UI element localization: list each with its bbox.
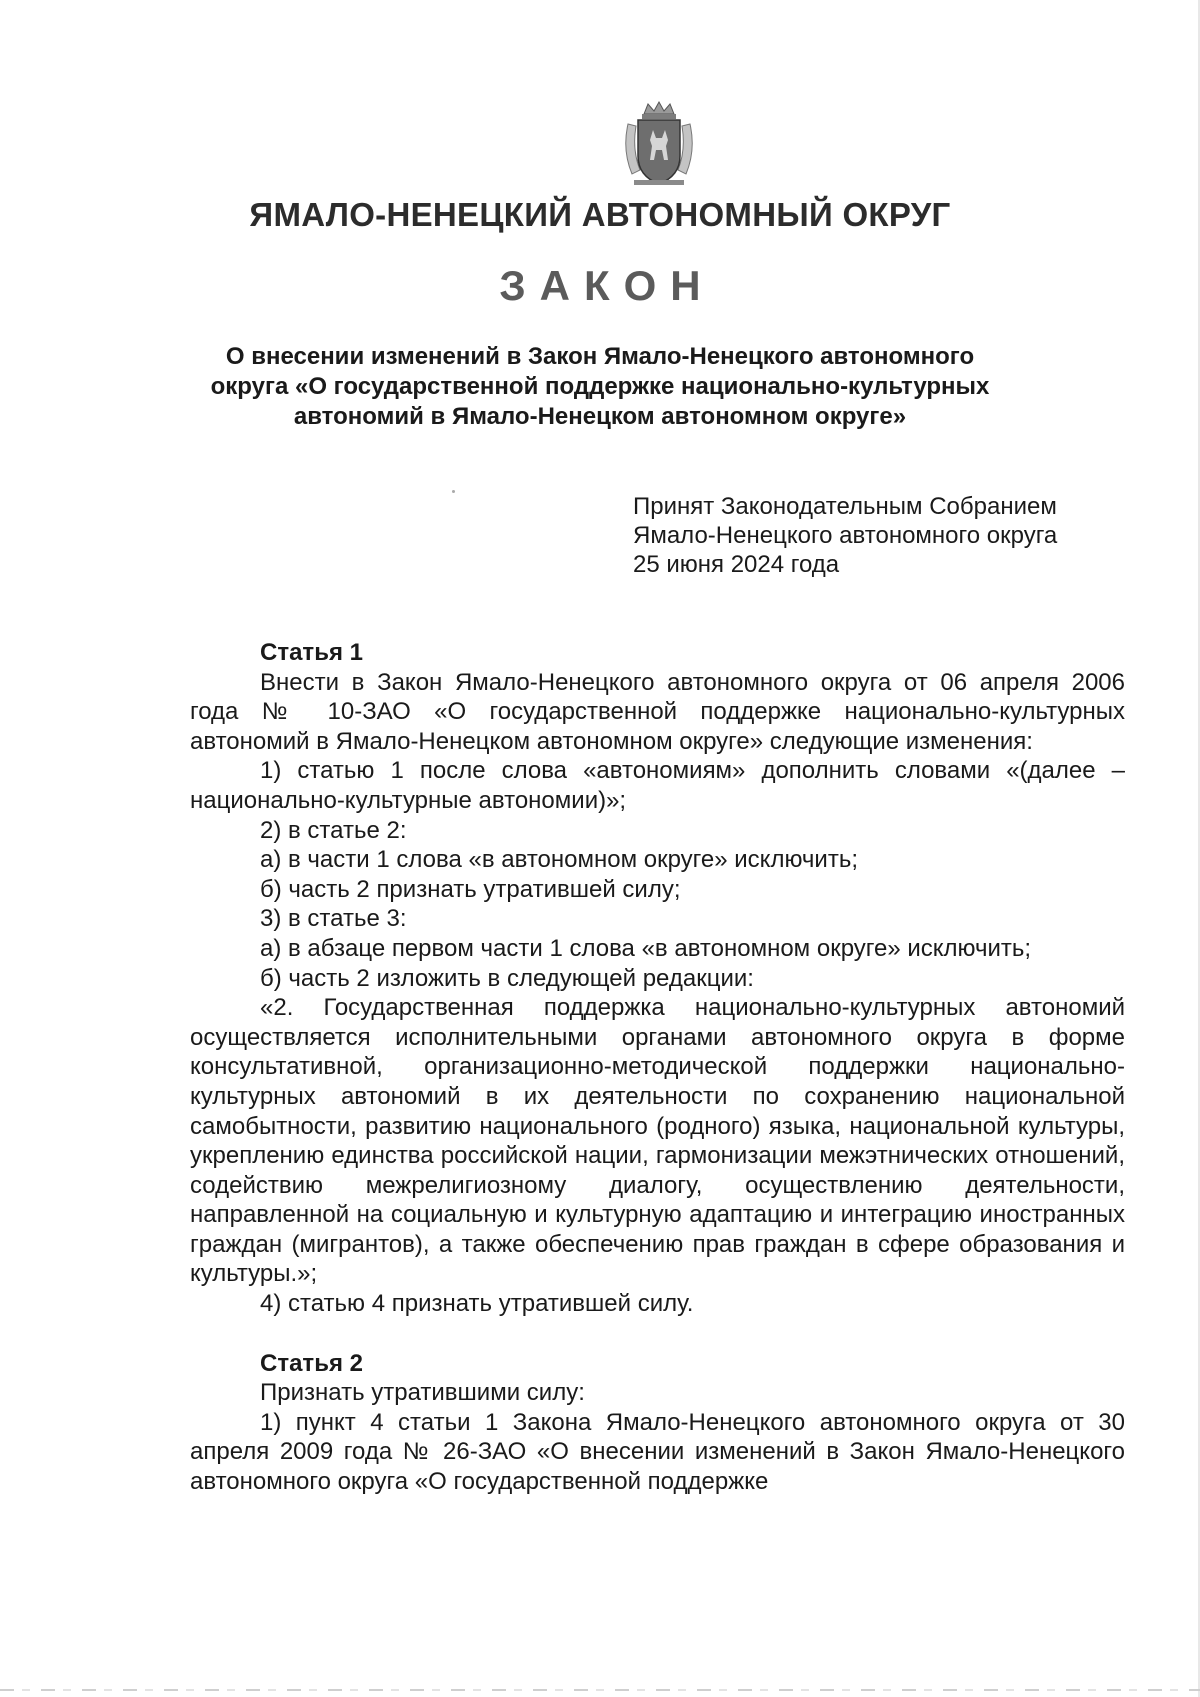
law-body bbox=[190, 638, 1125, 1497]
section-gap bbox=[190, 1319, 1125, 1349]
document-type-heading: ЗАКОН bbox=[499, 262, 715, 309]
scan-edge-bottom bbox=[0, 1689, 1200, 1691]
law-title-line: округа «О государственной поддержке национально-культурных bbox=[210, 373, 990, 400]
law-title bbox=[200, 342, 1000, 432]
article-paragraph: а) в абзаце первом части 1 слова «в автономном округе» исключить; bbox=[260, 934, 1032, 962]
article-paragraph: «2. Государственная поддержка национально-культурных автономий осуществляется исполнительными органами автономного округа в форме консультативной, организационно-методической поддержки национально-культурных автономий в их деятельности по сохранению национальной самобытности, развитию национального (родного) языка, национальной культуры, укреплению единства российской нации, гармонизации межэтнических отношений, содействию межрелигиозному диалогу, осуществлению деятельности, направленной на социальную и культурную адаптацию и интеграцию иностранных граждан (мигрантов), а также обеспечению прав граждан в сфере образования и культуры.»; bbox=[190, 994, 1125, 1288]
article-paragraph: а) в части 1 слова «в автономном округе» исключить; bbox=[260, 846, 858, 874]
adoption-block bbox=[633, 492, 1057, 579]
article-paragraph: 3) в статье 3: bbox=[260, 905, 407, 933]
adoption-date: 25 июня 2024 года bbox=[633, 551, 840, 578]
law-title-line: автономий в Ямало-Ненецком автономном округе» bbox=[293, 403, 907, 430]
article-paragraph: Внести в Закон Ямало-Ненецкого автономного округа от 06 апреля 2006 года № 10-ЗАО «О государственной поддержке национально-культурных автономий в Ямало-Ненецком автономном округе» следующие изменения: bbox=[190, 668, 1125, 755]
coat-of-arms-icon bbox=[620, 100, 698, 188]
adoption-line: Принят Законодательным Собранием bbox=[633, 493, 1057, 520]
article-paragraph: 4) статью 4 признать утратившей силу. bbox=[260, 1290, 694, 1318]
article-heading: Статья 2 bbox=[260, 1349, 363, 1377]
scan-speck bbox=[452, 490, 455, 493]
adoption-line: Ямало-Ненецкого автономного округа bbox=[633, 522, 1058, 549]
article-heading: Статья 1 bbox=[260, 639, 363, 666]
article-paragraph: б) часть 2 изложить в следующей редакции: bbox=[260, 964, 754, 992]
article-paragraph: 2) в статье 2: bbox=[260, 816, 407, 844]
article-paragraph: 1) статью 1 после слова «автономиям» дополнить словами «(далее – национально-культурные автономии)»; bbox=[190, 757, 1125, 814]
article-paragraph: Признать утратившими силу: bbox=[260, 1379, 585, 1407]
article-paragraph: 1) пункт 4 статьи 1 Закона Ямало-Ненецкого автономного округа от 30 апреля 2009 года № 26-ЗАО «О внесении изменений в Закон Ямало-Ненецкого автономного округа «О государственной поддержке bbox=[190, 1408, 1125, 1496]
law-title-line: О внесении изменений в Закон Ямало-Ненецкого автономного bbox=[225, 343, 975, 370]
article-paragraph: б) часть 2 признать утратившей силу; bbox=[260, 875, 681, 903]
region-title: ЯМАЛО-НЕНЕЦКИЙ АВТОНОМНЫЙ ОКРУГ bbox=[249, 196, 951, 233]
